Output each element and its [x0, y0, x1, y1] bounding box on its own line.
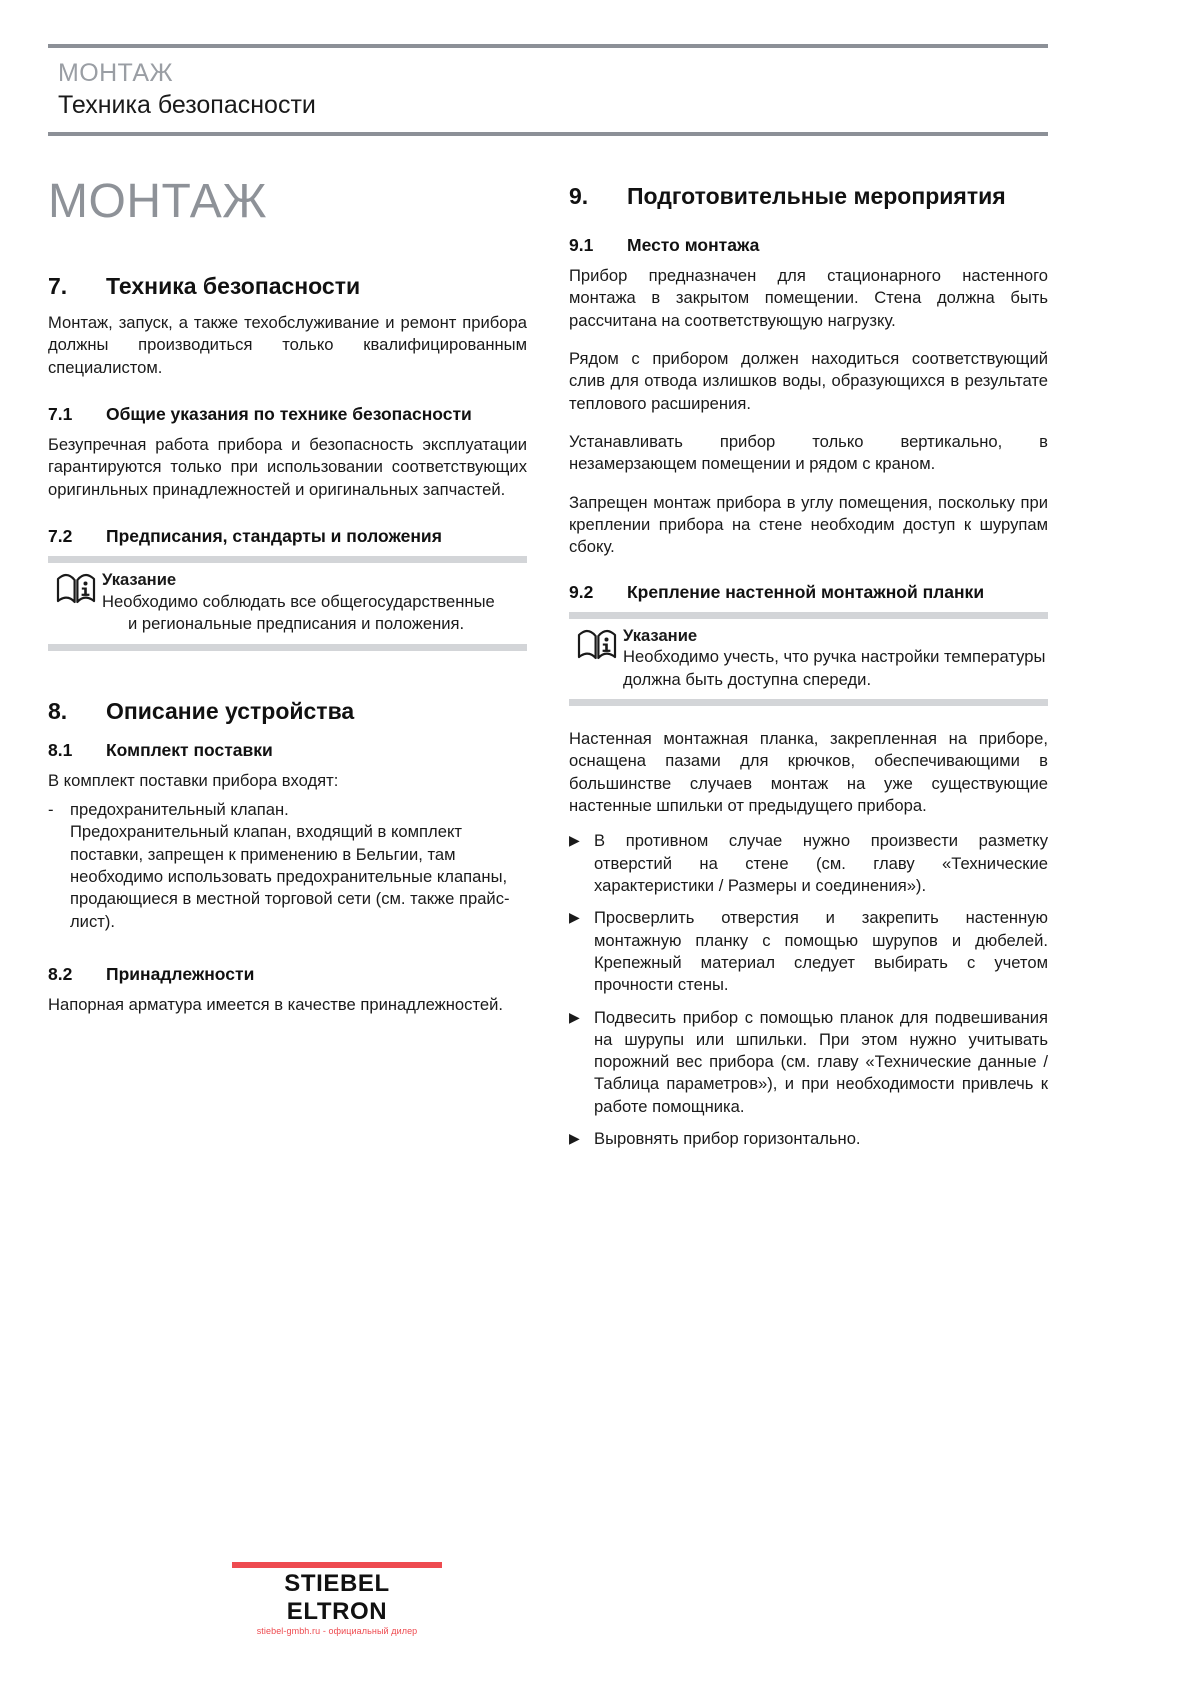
- heading-7-2-text: Предписания, стандарты и положения: [106, 525, 442, 546]
- heading-section-7-1: [48, 403, 527, 425]
- note-rule-top: [48, 556, 527, 563]
- book-info-icon: [56, 570, 102, 636]
- note-line-1: Необходимо соблюдать все общегосударственные: [102, 591, 495, 611]
- list-item-content: В противном случае нужно произвести разметку отверстий на стене (см. главу «Технические характеристики / Размеры и соединения»).: [594, 831, 1048, 895]
- note-title: Указание: [102, 570, 177, 590]
- logo-accent-bar: [232, 1562, 442, 1568]
- note-rule-bottom: [569, 699, 1048, 706]
- heading-section-9-2: [569, 581, 1048, 603]
- note-inner: [569, 619, 1048, 700]
- triangle-bullet-icon: ▶: [569, 1008, 580, 1025]
- heading-section-7: [48, 272, 527, 300]
- chapter-title: МОНТАЖ: [48, 175, 268, 228]
- heading-8-2-number: 8.2: [48, 963, 73, 984]
- heading-7-2-number: 7.2: [48, 525, 73, 546]
- header-rule-bottom: [48, 132, 1048, 136]
- left-column: [48, 170, 527, 1150]
- list-item-content: Выровнять прибор горизонтально.: [594, 1129, 861, 1149]
- heading-8-2-text: Принадлежности: [106, 963, 255, 984]
- section-9-1-paragraph-3: Устанавливать прибор только вертикально, в незамерзающем помещении и рядом с краном.: [569, 431, 1048, 474]
- section-8-2-body: Напорная арматура имеется в качестве принадлежностей.: [48, 994, 503, 1014]
- list-item: [569, 907, 1048, 996]
- list-item: [569, 1128, 1048, 1150]
- note-box-7-2: [48, 556, 527, 651]
- triangle-bullet-icon: ▶: [569, 909, 580, 926]
- list-item-line-1: предохранительный клапан.: [70, 799, 289, 819]
- heading-section-9: [569, 182, 1048, 210]
- heading-section-9-1: [569, 234, 1048, 256]
- heading-8-number: 8.: [48, 697, 68, 724]
- heading-7-text: Техника безопасности: [106, 273, 361, 299]
- triangle-bullet-icon: ▶: [569, 1130, 580, 1147]
- section-9-1-paragraph-1: Прибор предназначен для стационарного настенного монтажа в закрытом помещении. Стена должна быть рассчитана на соответствующую нагрузку.: [569, 266, 1048, 330]
- note-body: [102, 570, 527, 636]
- list-item-line-2: Предохранительный клапан, входящий в комплект поставки, запрещен к применению в Бельгии, там необходимо использовать предохранительные клапаны, продающиеся в местной торговой сети (см. также прайс-лист).: [70, 822, 510, 931]
- note-body: [623, 626, 1048, 692]
- running-header: [48, 44, 1048, 136]
- section-8-1-intro: В комплект поставки прибора входят:: [48, 770, 339, 790]
- section-9-1-paragraph-4: Запрещен монтаж прибора в углу помещения, поскольку при креплении прибора на стене необходим доступ к шурупам сбоку.: [569, 492, 1048, 557]
- heading-8-1-text: Комплект поставки: [106, 739, 273, 760]
- heading-9-1-text: Место монтажа: [627, 235, 760, 256]
- heading-section-8-2: [48, 963, 527, 985]
- note-rule-bottom: [48, 644, 527, 651]
- list-item: [569, 830, 1048, 897]
- note-text: [102, 591, 527, 636]
- header-chapter-label: МОНТАЖ: [58, 59, 173, 87]
- heading-7-1-number: 7.1: [48, 403, 73, 424]
- heading-9-number: 9.: [569, 183, 589, 209]
- list-item-content: [70, 799, 527, 933]
- heading-9-2-number: 9.2: [569, 581, 594, 602]
- heading-8-1-number: 8.1: [48, 739, 73, 760]
- list-item-content: Подвесить прибор с помощью планок для подвешивания на шурупы или шпильки. При этом нужно учитывать порожний вес прибора (см. главу «Технические данные / Таблица параметров»), и при необходимости привлечь к работе помощника.: [594, 1007, 1048, 1116]
- heading-9-2-text: Крепление настенной монтажной планки: [627, 581, 985, 602]
- list-item: [48, 799, 527, 933]
- heading-section-7-2: [48, 525, 527, 547]
- heading-9-text: Подготовительные мероприятия: [627, 183, 1006, 209]
- note-inner: [48, 563, 527, 644]
- heading-section-8-1: [48, 739, 527, 761]
- triangle-bullet-icon: ▶: [569, 832, 580, 849]
- mounting-steps-list: [569, 830, 1048, 1150]
- heading-7-number: 7.: [48, 273, 68, 299]
- footer-logo: [232, 1562, 442, 1636]
- note-box-9-2: [569, 612, 1048, 707]
- heading-section-8: [48, 697, 527, 725]
- section-9-2-intro: Настенная монтажная планка, закрепленная на приборе, оснащена пазами для крючков, обеспечивающими в большинстве случаев монтаж на уже существующие настенные шпильки от предыдущего прибора.: [569, 729, 1048, 816]
- list-dash-marker: -: [48, 799, 54, 819]
- list-item-content: Просверлить отверстия и закрепить настенную монтажную планку с помощью шурупов и дюбелей. Крепежный материал следует выбирать с учетом прочности стены.: [594, 908, 1048, 995]
- heading-7-1-text: Общие указания по технике безопасности: [106, 403, 472, 424]
- logo-dealer-line: stiebel-gmbh.ru - официальный дилер: [256, 1626, 418, 1637]
- section-9-1-paragraph-2: Рядом с прибором должен находиться соответствующий слив для отвода излишков воды, образующихся в результате теплового расширения.: [569, 349, 1048, 413]
- section-7-1-body: Безупречная работа прибора и безопасность эксплуатации гарантируются только при использовании соответствующих оригинльных принадлежностей и оригинальных запчастей.: [48, 435, 527, 499]
- note-rule-top: [569, 612, 1048, 619]
- right-column: [569, 170, 1048, 1150]
- header-titles: [48, 48, 1048, 123]
- heading-8-text: Описание устройства: [106, 697, 355, 724]
- note-text: Необходимо учесть, что ручка настройки температуры должна быть доступна спереди.: [623, 647, 1046, 689]
- book-info-icon: [577, 626, 623, 692]
- list-item: [569, 1007, 1048, 1119]
- heading-9-1-number: 9.1: [569, 235, 594, 256]
- logo-wordmark: STIEBEL ELTRON: [284, 1570, 390, 1625]
- body-columns: [48, 170, 1048, 1150]
- section-7-intro: Монтаж, запуск, а также техобслуживание и ремонт прибора должны производиться только квалифицированным специалистом.: [48, 313, 527, 377]
- note-title: Указание: [623, 625, 698, 645]
- header-subtitle-label: Техника безопасности: [58, 90, 316, 119]
- delivery-scope-list: [48, 799, 527, 933]
- note-line-2: и региональные предписания и положения.: [128, 614, 465, 634]
